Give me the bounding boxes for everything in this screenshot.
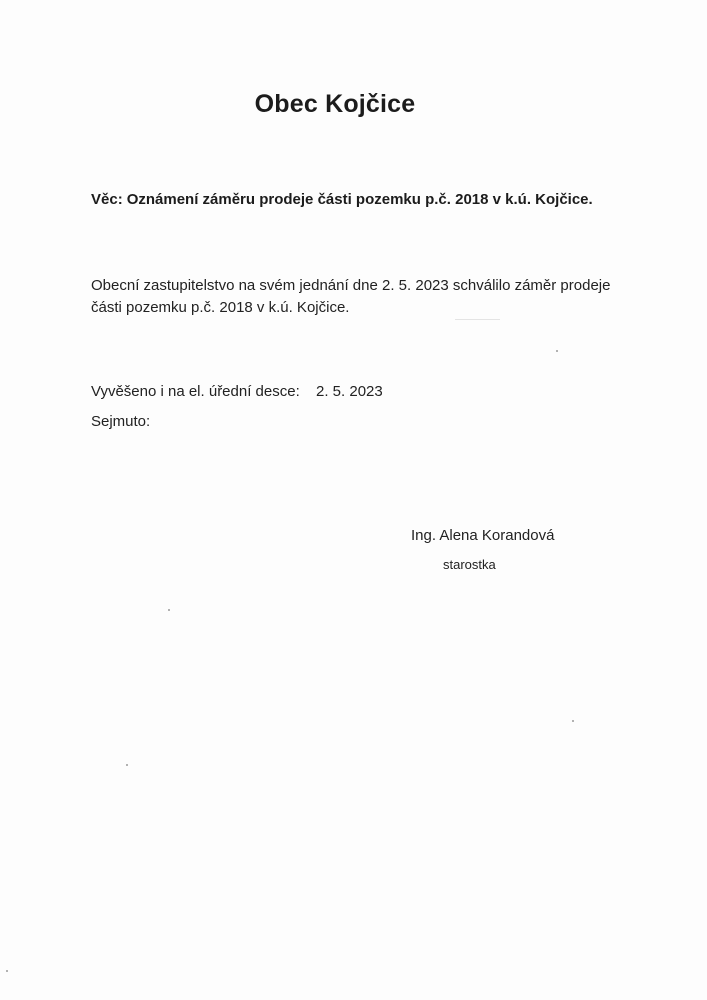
scan-speck xyxy=(168,609,170,611)
body-paragraph xyxy=(91,275,631,319)
removed-label: Sejmuto: xyxy=(91,413,151,430)
scan-speck xyxy=(126,764,128,766)
posted-row xyxy=(91,383,383,400)
scan-speck xyxy=(556,350,558,352)
subject-label: Věc: xyxy=(91,191,123,208)
posted-date: 2. 5. 2023 xyxy=(316,383,383,400)
scan-speck xyxy=(6,970,8,972)
scan-speck xyxy=(572,720,574,722)
body-line-1: Obecní zastupitelstvo na svém jednání dne 2. 5. 2023 schválilo záměr prodeje xyxy=(91,277,611,294)
signer-name: Ing. Alena Korandová xyxy=(411,527,555,544)
page-title: Obec Kojčice xyxy=(254,90,416,118)
body-line-2: části pozemku p.č. 2018 v k.ú. Kojčice. xyxy=(91,299,350,316)
posted-label: Vyvěšeno i na el. úřední desce: xyxy=(91,383,300,400)
signer-role: starostka xyxy=(443,557,496,572)
subject-line xyxy=(91,191,593,208)
scan-mark xyxy=(455,319,500,320)
subject-text: Oznámení záměru prodeje části pozemku p.č. 2018 v k.ú. Kojčice. xyxy=(126,191,593,208)
